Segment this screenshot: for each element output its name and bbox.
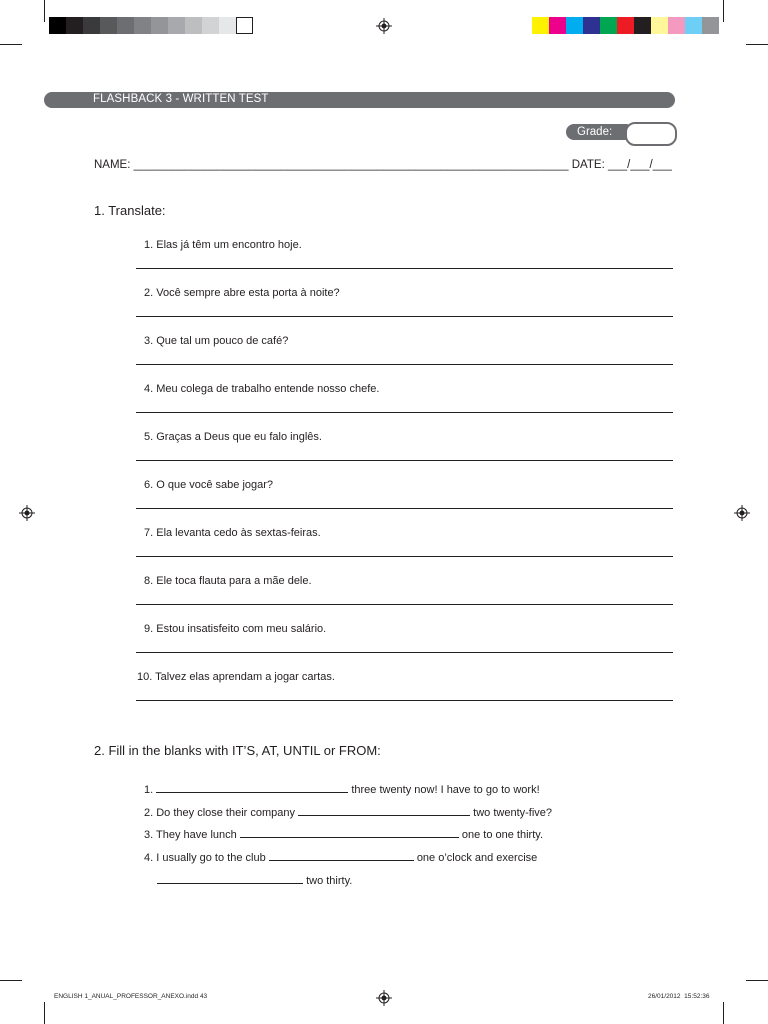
registration-mark-icon [19, 505, 35, 521]
answer-line[interactable] [136, 556, 673, 557]
answer-line[interactable] [136, 268, 673, 269]
color-swatch [583, 17, 600, 34]
footer-time: 15:52:36 [684, 993, 710, 1000]
fill-item-text: one o’clock and exercise [416, 852, 538, 864]
answer-line[interactable] [136, 460, 673, 461]
footer-filename: ENGLISH 1_ANUAL_PROFESSOR_ANEXO.indd 43 [54, 993, 208, 1000]
footer-timestamp [648, 993, 709, 1001]
fill-item-prefix: 1. [144, 784, 154, 796]
section-2-title: 2. Fill in the blanks with IT’S, AT, UNTIL or FROM: [94, 743, 381, 758]
grade-label: Grade: [566, 124, 634, 140]
answer-line[interactable] [136, 316, 673, 317]
fill-item-prefix: 3. They have lunch [144, 829, 237, 841]
translate-item: 4. Meu colega de trabalho entende nosso chefe. [144, 383, 380, 395]
color-swatch [634, 17, 651, 34]
color-swatch [219, 17, 236, 34]
test-title: FLASHBACK 3 - WRITTEN TEST [93, 93, 269, 105]
fill-item [144, 782, 540, 797]
answer-line[interactable] [136, 652, 673, 653]
color-swatch [236, 17, 253, 34]
color-swatch [185, 17, 202, 34]
name-label: NAME: [94, 159, 131, 171]
color-swatch [549, 17, 566, 34]
fill-item [144, 805, 552, 820]
color-swatch [702, 17, 719, 34]
fill-item-text: three twenty now! I have to go to work! [351, 784, 540, 796]
date-label: DATE: [571, 159, 605, 171]
color-swatch [668, 17, 685, 34]
date-field[interactable]: ___/___/___ [607, 159, 672, 171]
translate-item: 8. Ele toca flauta para a mãe dele. [144, 575, 312, 587]
answer-line[interactable] [136, 604, 673, 605]
color-swatch [532, 17, 549, 34]
translate-item: 1. Elas já têm um encontro hoje. [144, 239, 302, 251]
color-swatch [651, 17, 668, 34]
fill-item-text: two thirty. [306, 875, 353, 887]
color-swatch [117, 17, 134, 34]
translate-item: 10. Talvez elas aprendam a jogar cartas. [137, 671, 335, 683]
blank-field[interactable] [269, 850, 414, 861]
grayscale-color-bar [49, 17, 253, 35]
translate-item: 5. Graças a Deus que eu falo inglês. [144, 431, 322, 443]
test-title-bar [44, 92, 675, 108]
color-swatch [100, 17, 117, 34]
blank-field[interactable] [157, 873, 303, 884]
name-row [94, 159, 672, 172]
translate-item: 2. Você sempre abre esta porta à noite? [144, 287, 340, 299]
answer-line[interactable] [136, 412, 673, 413]
fill-item-prefix: 2. Do they close their company [144, 807, 296, 819]
translate-item: 6. O que você sabe jogar? [144, 479, 274, 491]
registration-mark-icon [376, 18, 392, 34]
color-swatch [49, 17, 66, 34]
footer-date: 26/01/2012 [648, 993, 681, 1000]
color-swatch [202, 17, 219, 34]
color-swatch [151, 17, 168, 34]
blank-field[interactable] [240, 827, 459, 838]
registration-mark-icon [734, 505, 750, 521]
color-swatch [83, 17, 100, 34]
answer-line[interactable] [136, 700, 673, 701]
translate-item: 7. Ela levanta cedo às sextas-feiras. [144, 527, 321, 539]
registration-mark-icon [376, 990, 392, 1006]
answer-line[interactable] [136, 364, 673, 365]
fill-item-text: two twenty-five? [473, 807, 553, 819]
color-swatch [66, 17, 83, 34]
color-swatch [168, 17, 185, 34]
process-color-bar [532, 17, 719, 35]
name-field[interactable]: ____________________________________________________________________ [133, 159, 569, 171]
color-swatch [566, 17, 583, 34]
fill-item-prefix: 4. I usually go to the club [144, 852, 266, 864]
color-swatch [685, 17, 702, 34]
color-swatch [600, 17, 617, 34]
fill-item-continuation [157, 873, 352, 888]
color-swatch [617, 17, 634, 34]
translate-item: 9. Estou insatisfeito com meu salário. [144, 623, 327, 635]
fill-item [144, 827, 543, 842]
translate-item: 3. Que tal um pouco de café? [144, 335, 289, 347]
blank-field[interactable] [156, 782, 348, 793]
blank-field[interactable] [298, 805, 470, 816]
answer-line[interactable] [136, 508, 673, 509]
grade-field[interactable] [625, 122, 677, 146]
color-swatch [134, 17, 151, 34]
section-1-title: 1. Translate: [94, 203, 166, 218]
fill-item-text: one to one thirty. [461, 829, 543, 841]
fill-item [144, 850, 537, 865]
